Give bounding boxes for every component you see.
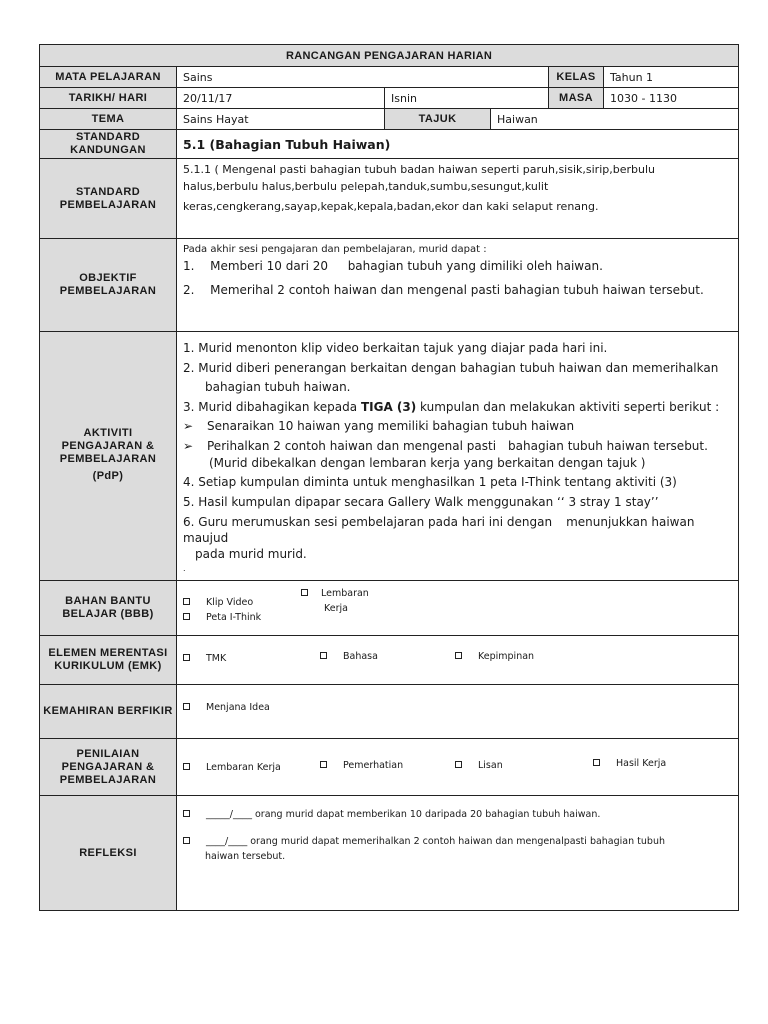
activity-step-text: 6. Guru merumuskan sesi pembelajaran pada hari ini dengan: [183, 515, 553, 529]
stray-dot: .: [183, 564, 186, 573]
bbb-item[interactable]: [183, 597, 253, 608]
bbb-item-label: Klip Video: [206, 597, 254, 608]
topic-value: Haiwan: [491, 109, 739, 130]
emk-item-label: Kepimpinan: [478, 651, 535, 662]
subject-label: MATA PELAJARAN: [40, 67, 177, 88]
reflection-text: ____/____ orang murid dapat memerihalkan 2 contoh haiwan dan mengenalpasti bahagian tubuh: [206, 836, 665, 847]
class-label: KELAS: [549, 67, 604, 88]
objective-text-a: Memberi 10 dari 20: [210, 259, 329, 273]
assessment-label-line1: PENILAIAN: [76, 747, 140, 760]
assessment-item[interactable]: [320, 760, 403, 771]
reflection-cell: [177, 796, 739, 911]
assessment-label: [40, 739, 177, 796]
activity-bullet-text: Perihalkan 2 contoh haiwan dan mengenal pasti: [207, 438, 497, 453]
objectives-label-line1: OBJEKTIF: [79, 272, 137, 284]
activity-step: [183, 398, 738, 418]
emk-item-label: Bahasa: [343, 651, 378, 662]
assessment-label-line2: PENGAJARAN &: [61, 760, 155, 773]
reflection-text: _____/____ orang murid dapat memberikan 10 daripada 20 bahagian tubuh haiwan.: [206, 809, 601, 820]
bbb-label-line1: BAHAN BANTU: [65, 595, 151, 607]
activity-bullet: [183, 417, 738, 437]
activity-groups-count: TIGA (3): [360, 399, 417, 414]
emk-label-line1: ELEMEN MERENTASI: [48, 647, 168, 659]
checkbox-icon[interactable]: [183, 613, 190, 620]
thinking-skills-cell: [177, 685, 739, 739]
assessment-label-line3: PEMBELAJARAN: [59, 773, 157, 786]
thinking-skill-item[interactable]: [183, 702, 270, 713]
activities-label-line3: PEMBELAJARAN: [59, 452, 157, 465]
date-label: TARIKH/ HARI: [40, 88, 177, 109]
assessment-cell: [177, 739, 739, 796]
arrow-bullet-icon: ➢: [183, 438, 194, 453]
checkbox-icon[interactable]: [455, 652, 462, 659]
emk-label-line2: KURIKULUM (EMK): [54, 660, 162, 672]
date-value: 20/11/17: [177, 88, 385, 109]
emk-label: [40, 636, 177, 685]
activity-step-text: kumpulan dan melakukan aktiviti seperti berikut :: [416, 399, 720, 414]
emk-item[interactable]: [455, 651, 534, 662]
theme-value: Sains Hayat: [177, 109, 385, 130]
objectives-intro: Pada akhir sesi pengajaran dan pembelajaran, murid dapat :: [183, 244, 487, 255]
objective-text-b: bahagian tubuh yang dimiliki oleh haiwan.: [347, 259, 603, 273]
thinking-skills-label: KEMAHIRAN BERFIKIR: [40, 685, 177, 739]
activity-step: 4. Setiap kumpulan diminta untuk menghasilkan 1 peta I-Think tentang aktiviti (3): [183, 475, 677, 489]
activity-step-text: menunjukkan haiwan maujud: [183, 515, 695, 545]
content-standard-label-line1: STANDARD: [75, 131, 141, 143]
bbb-label: [40, 581, 177, 636]
checkbox-icon[interactable]: [301, 589, 308, 596]
learning-standard-label-line2: PEMBELAJARAN: [59, 198, 157, 211]
bbb-cell: [177, 581, 739, 636]
reflection-line: [183, 809, 600, 820]
objective-item: [183, 257, 738, 277]
assessment-item-label: Hasil Kerja: [616, 758, 667, 769]
objectives-label: [40, 239, 177, 332]
checkbox-icon[interactable]: [320, 652, 327, 659]
activities-label-line2: PENGAJARAN &: [61, 439, 155, 452]
learning-standard-line: halus,berbulu halus,berbulu pelepah,tanduk,sumbu,sesungut,kulit: [183, 180, 549, 193]
day-value: Isnin: [385, 88, 549, 109]
checkbox-icon[interactable]: [183, 654, 190, 661]
activity-bullet-text: bahagian tubuh haiwan tersebut.: [508, 438, 708, 453]
checkbox-icon[interactable]: [320, 761, 327, 768]
bbb-item-label-continuation: Kerja: [324, 603, 348, 614]
content-standard-label: [40, 130, 177, 159]
bbb-label-line2: BELAJAR (BBB): [62, 608, 154, 620]
checkbox-icon[interactable]: [593, 759, 600, 766]
bbb-item-label: Peta I-Think: [206, 612, 262, 623]
activity-step-text: 3. Murid dibahagikan kepada: [183, 399, 361, 414]
reflection-label: REFLEKSI: [40, 796, 177, 911]
assessment-item-label: Lisan: [478, 760, 503, 771]
checkbox-icon[interactable]: [183, 703, 190, 710]
activity-step-continuation: pada murid murid.: [195, 547, 307, 561]
learning-standard-value: [177, 159, 739, 239]
activity-step: 2. Murid diberi penerangan berkaitan dengan bahagian tubuh haiwan dan memerihalkan: [183, 360, 719, 375]
assessment-item-label: Pemerhatian: [343, 760, 404, 771]
theme-label: TEMA: [40, 109, 177, 130]
arrow-bullet-icon: ➢: [183, 419, 194, 433]
emk-item[interactable]: [320, 651, 378, 662]
objectives-label-line2: PEMBELAJARAN: [59, 285, 157, 297]
objectives-cell: [177, 239, 739, 332]
emk-item[interactable]: [183, 653, 226, 664]
checkbox-icon[interactable]: [183, 810, 190, 817]
assessment-item-label: Lembaran Kerja: [206, 762, 281, 773]
checkbox-icon[interactable]: [183, 837, 190, 844]
objective-number: 1.: [183, 259, 195, 273]
time-value: 1030 - 1130: [604, 88, 739, 109]
time-label: MASA: [549, 88, 604, 109]
content-standard-value: 5.1 (Bahagian Tubuh Haiwan): [177, 130, 739, 159]
assessment-item[interactable]: [593, 758, 666, 769]
objective-item: [183, 281, 738, 301]
checkbox-icon[interactable]: [455, 761, 462, 768]
activity-step: 5. Hasil kumpulan dipapar secara Gallery Walk menggunakan ‘‘ 3 stray 1 stay’’: [183, 494, 659, 509]
activity-bullet: [183, 437, 738, 457]
activities-cell: [177, 332, 739, 581]
assessment-item[interactable]: [183, 762, 281, 773]
emk-cell: [177, 636, 739, 685]
activity-step-continuation: bahagian tubuh haiwan.: [205, 380, 351, 394]
activity-step: 1. Murid menonton klip video berkaitan tajuk yang diajar pada hari ini.: [183, 341, 608, 355]
checkbox-icon[interactable]: [183, 763, 190, 770]
activities-label-line1: AKTIVITI: [83, 426, 133, 439]
topic-label: TAJUK: [385, 109, 491, 130]
learning-standard-line: keras,cengkerang,sayap,kepak,kepala,badan,ekor dan kaki selaput renang.: [183, 200, 599, 213]
content-standard-label-line2: KANDUNGAN: [70, 144, 146, 156]
activity-bullet-text: Senaraikan 10 haiwan yang memiliki bahagian tubuh haiwan: [207, 419, 575, 433]
checkbox-icon[interactable]: [183, 598, 190, 605]
page-title: RANCANGAN PENGAJARAN HARIAN: [40, 45, 739, 67]
thinking-skill-label: Menjana Idea: [206, 702, 270, 713]
reflection-line-continuation: haiwan tersebut.: [205, 851, 286, 862]
bbb-item[interactable]: [301, 588, 369, 599]
assessment-item[interactable]: [455, 760, 503, 771]
lesson-plan-table: [39, 44, 739, 911]
subject-value: Sains: [177, 67, 549, 88]
reflection-line: [183, 836, 665, 847]
bbb-item[interactable]: [183, 612, 261, 623]
objective-text-a: Memerihal 2 contoh haiwan dan mengenal pasti bahagian tubuh haiwan tersebut.: [210, 282, 704, 297]
emk-item-label: TMK: [206, 653, 227, 664]
learning-standard-label: [40, 159, 177, 239]
activity-step: [183, 514, 738, 546]
learning-standard-label-line1: STANDARD: [75, 185, 141, 198]
activity-bullet-note: (Murid dibekalkan dengan lembaran kerja yang berkaitan dengan tajuk ): [209, 456, 646, 470]
activities-label: [40, 332, 177, 581]
bbb-item-label: Lembaran: [321, 588, 369, 599]
class-value: Tahun 1: [604, 67, 739, 88]
activities-label-line4: (PdP): [92, 469, 124, 482]
objective-number: 2.: [183, 282, 195, 297]
learning-standard-line: 5.1.1 ( Mengenal pasti bahagian tubuh badan haiwan seperti paruh,sisik,sirip,berbulu: [183, 163, 655, 176]
